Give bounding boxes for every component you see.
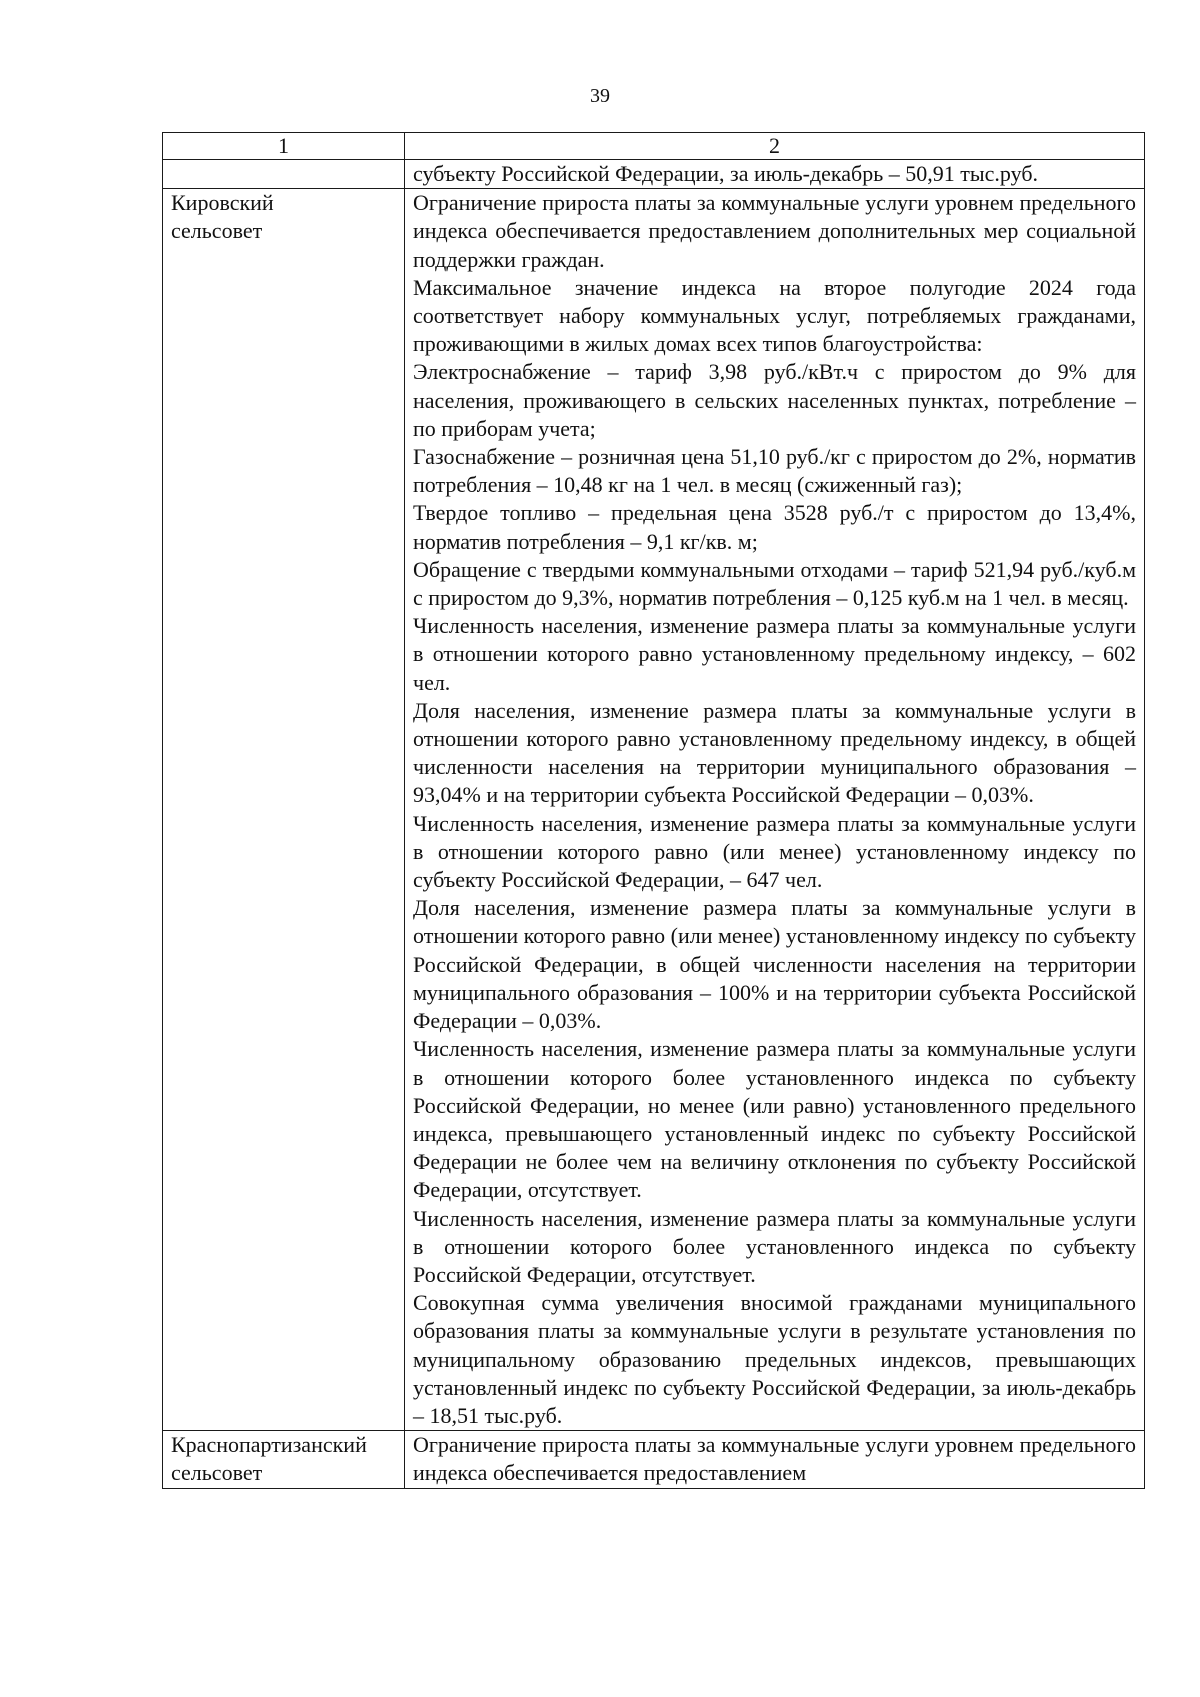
table-row: [163, 189, 1145, 1431]
page-number: 39: [590, 85, 610, 107]
column-header-1: 1: [163, 133, 405, 160]
paragraph: Численность населения, изменение размера платы за коммунальные услуги в отношении которого равно установленному предельному индексу, – 602 чел.: [413, 613, 1136, 695]
municipality-cell: [163, 1431, 405, 1488]
paragraph: Электроснабжение – тариф 3,98 руб./кВт.ч с приростом до 9% для населения, проживающего в сельских населенных пунктах, потребление – по приборам учета;: [413, 359, 1136, 441]
paragraph: субъекту Российской Федерации, за июль-декабрь – 50,91 тыс.руб.: [413, 161, 1039, 186]
paragraph: Доля населения, изменение размера платы за коммунальные услуги в отношении которого равно установленному предельному индексу, в общей численности населения на территории муниципального образования – 93,04% и на территории субъекта Российской Федерации – 0,03%.: [413, 697, 1136, 808]
column-header-2: 2: [405, 133, 1145, 160]
paragraph: Ограничение прироста платы за коммунальные услуги уровнем предельного индекса обеспечивается предоставлением: [413, 1432, 1136, 1486]
paragraph: Численность населения, изменение размера платы за коммунальные услуги в отношении которого равно (или менее) установленному индексу по субъекту Российской Федерации, – 647 чел.: [413, 810, 1136, 893]
municipality-cell: [163, 189, 405, 1431]
table-header-row: [163, 133, 1145, 160]
description-cell: [405, 160, 1145, 189]
paragraph: Совокупная сумма увеличения вносимой гражданами муниципального образования платы за коммунальные услуги в результате установления по муниципальному образованию предельных индексов, превышающих установленный индекс по субъекту Российской Федерации, за июль-декабрь – 18,51 тыс.руб.: [413, 1290, 1136, 1428]
paragraph: Твердое топливо – предельная цена 3528 руб./т с приростом до 13,4%, норматив потребления – 9,1 кг/кв. м;: [413, 500, 1136, 554]
municipality-name-line: сельсовет: [171, 218, 263, 244]
table-row: [163, 1431, 1145, 1488]
municipality-name-line: Краснопартизанский: [171, 1432, 367, 1458]
municipality-name-line: сельсовет: [171, 1460, 263, 1486]
paragraph: Газоснабжение – розничная цена 51,10 руб./кг с приростом до 2%, норматив потребления – 10,48 кг на 1 чел. в месяц (сжиженный газ);: [413, 444, 1136, 498]
document-table: [162, 132, 1145, 1489]
paragraph: Обращение с твердыми коммунальными отходами – тариф 521,94 руб./куб.м с приростом до 9,3%, норматив потребления – 0,125 куб.м на 1 чел. в месяц.: [413, 556, 1136, 611]
paragraph: Доля населения, изменение размера платы за коммунальные услуги в отношении которого равно (или менее) установленному индексу по субъекту Российской Федерации, в общей численности населения на территории муниципального образования – 100% и на территории субъекта Российской Федерации – 0,03%.: [413, 895, 1136, 1034]
description-cell: [405, 189, 1145, 1431]
table-row: [163, 160, 1145, 189]
municipality-cell: [163, 160, 405, 189]
paragraph: Максимальное значение индекса на второе полугодие 2024 года соответствует набору коммунальных услуг, потребляемых гражданами, проживающими в жилых домах всех типов благоустройства:: [413, 274, 1136, 357]
paragraph: Численность населения, изменение размера платы за коммунальные услуги в отношении которого более установленного индекса по субъекту Российской Федерации, отсутствует.: [413, 1205, 1136, 1287]
paragraph: Ограничение прироста платы за коммунальные услуги уровнем предельного индекса обеспечивается предоставлением дополнительных мер социальной поддержки граждан.: [413, 190, 1136, 272]
paragraph: Численность населения, изменение размера платы за коммунальные услуги в отношении которого более установленного индекса по субъекту Российской Федерации, но менее (или равно) установленного предельного индекса, превышающего установленный индекс по субъекту Российской Федерации не более чем на величину отклонения по субъекту Российской Федерации, отсутствует.: [413, 1036, 1136, 1203]
municipality-name-line: Кировский: [171, 190, 274, 216]
description-cell: [405, 1431, 1145, 1488]
